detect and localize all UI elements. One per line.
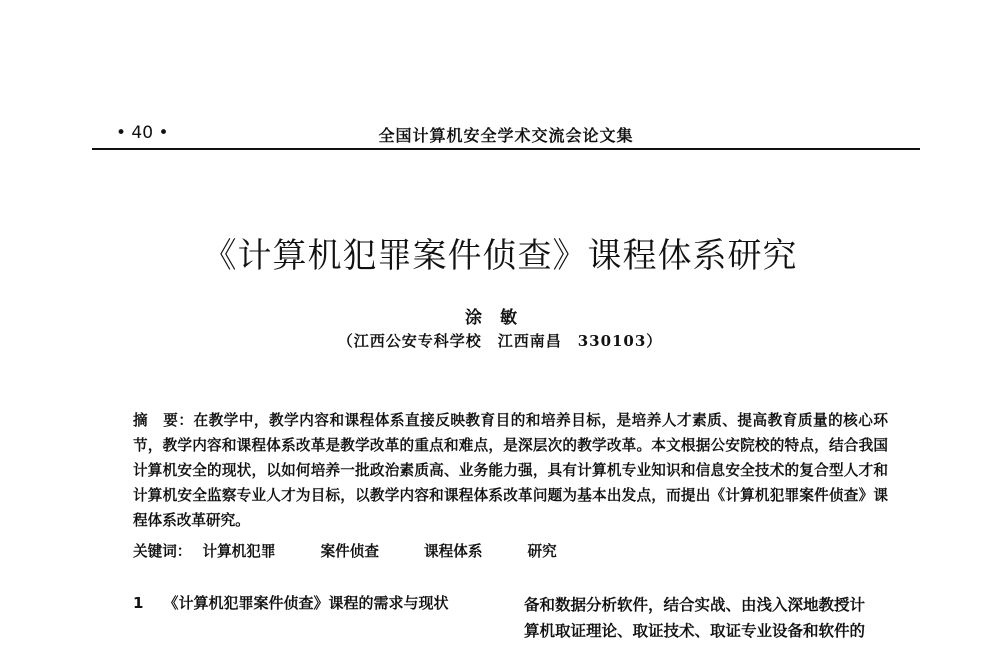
keywords-label: 关键词： — [133, 543, 192, 560]
left-column — [133, 592, 503, 613]
keyword: 课程体系 — [424, 543, 483, 560]
section-heading — [133, 592, 503, 613]
abstract-label: 摘 要： — [133, 412, 194, 429]
author-affiliation: （江西公安专科学校 江西南昌 330103） — [337, 332, 663, 350]
abstract-text: 在教学中，教学内容和课程体系直接反映教育目的和培养目标，是培养人才素质、提高教育质量的核心环节，教学内容和课程体系改革是教学改革的重点和难点，是深层次的教学改革。本文根据公安院校的特点，结合我国计算机安全的现状，以如何培养一批政治素质高、业务能力强，具有计算机专业知识和信息安全技术的复合型人才和计算机安全监察专业人才为目标，以教学内容和课程体系改革问题为基本出发点，而提出《计算机犯罪案件侦查》课程体系改革研究。 — [133, 412, 888, 529]
author-name: 涂敏 — [465, 308, 535, 328]
right-column — [524, 592, 919, 644]
keyword: 研究 — [527, 543, 557, 560]
keyword: 计算机犯罪 — [202, 543, 276, 560]
body-line: 备和数据分析软件，结合实战、由浅入深地教授计 — [524, 595, 866, 614]
running-header — [92, 118, 920, 150]
paper-title: 《计算机犯罪案件侦查》课程体系研究 — [202, 236, 798, 276]
journal-title: 全国计算机安全学术交流会论文集 — [378, 126, 634, 145]
section-number: 1 — [133, 594, 144, 612]
abstract — [133, 408, 888, 533]
keywords — [133, 540, 591, 561]
page-number: • 40 • — [116, 123, 169, 143]
keyword: 案件侦查 — [320, 543, 379, 560]
body-line: 算机取证理论、取证技术、取证专业设备和软件的 — [524, 621, 866, 640]
section-title: 《计算机犯罪案件侦查》课程的需求与现状 — [163, 594, 449, 612]
